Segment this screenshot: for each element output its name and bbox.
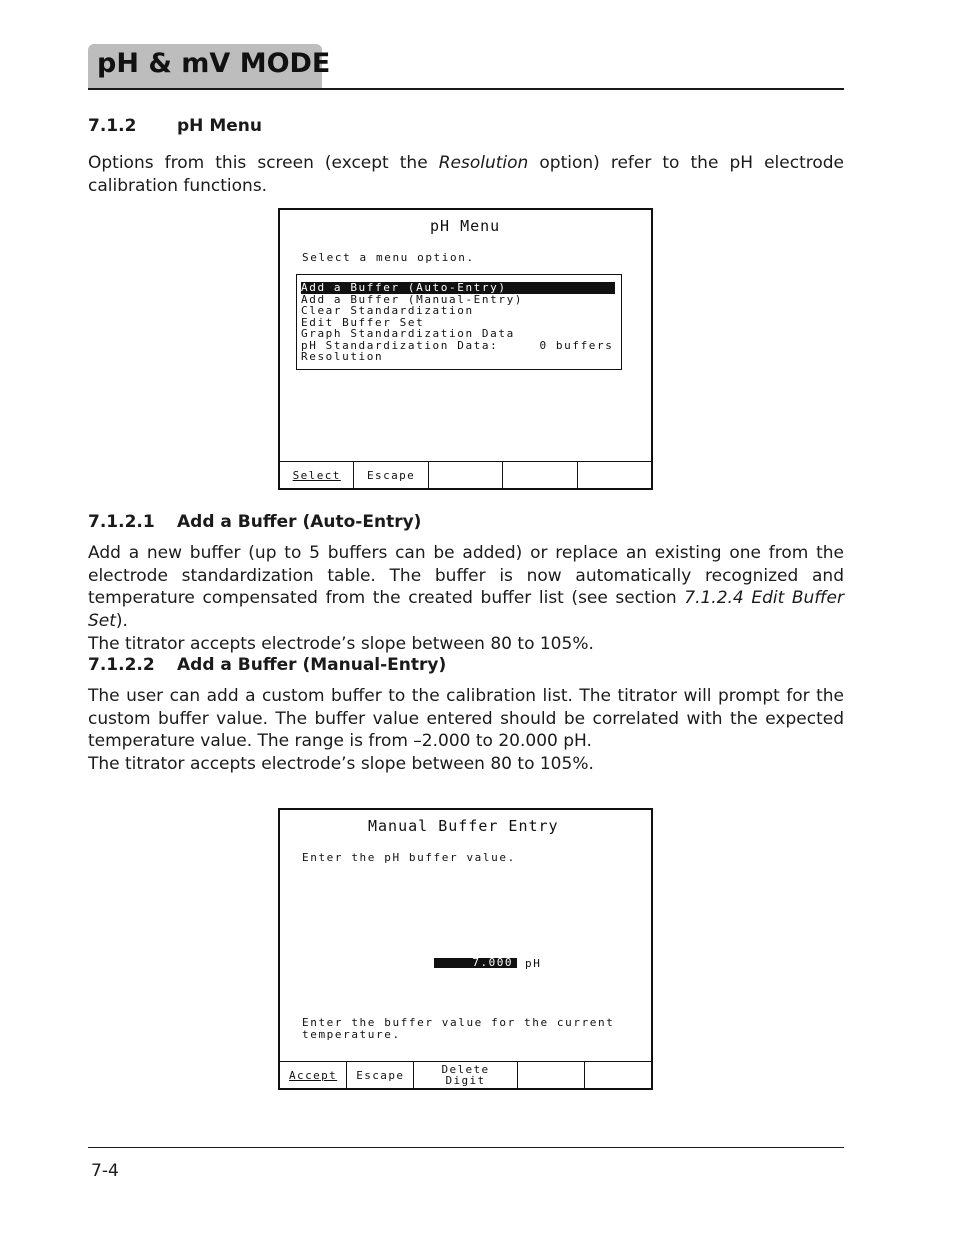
- unit-label: pH: [525, 957, 542, 970]
- section-number: 7.1.2.1: [88, 512, 155, 532]
- screen-title: Manual Buffer Entry: [368, 817, 559, 835]
- section-number: 7.1.2.2: [88, 655, 155, 675]
- menu-item-clear-standardization[interactable]: Clear Standardization: [301, 304, 474, 317]
- hint-line-2: temperature.: [302, 1028, 401, 1041]
- softkey-4[interactable]: [518, 1062, 585, 1088]
- section-title: pH Menu: [177, 116, 262, 136]
- section-paragraph: Options from this screen (except the Resolution option) refer to the pH electrode calibration functions.: [88, 153, 845, 196]
- section-paragraph: Add a new buffer (up to 5 buffers can be added) or replace an existing one from the electrode standardization table. The buffer is now automatically recognized and temperature compensated from the created buffer list (see section 7.1.2.4 Edit Buffer Set). The titrator accepts electrode’s slope between 80 to 105%.: [88, 543, 845, 654]
- screen-prompt: Select a menu option.: [302, 251, 475, 264]
- menu-item-add-buffer-auto[interactable]: Add a Buffer (Auto-Entry): [301, 282, 615, 294]
- select-softkey[interactable]: Select: [280, 462, 354, 488]
- softkey-bar: [280, 1061, 651, 1088]
- menu-item-edit-buffer-set[interactable]: Edit Buffer Set: [301, 315, 425, 329]
- softkey-5[interactable]: [585, 1062, 651, 1088]
- screen-title: pH Menu: [430, 217, 501, 235]
- menu-item-resolution[interactable]: Resolution: [301, 350, 384, 363]
- menu-item-add-buffer-manual[interactable]: Add a Buffer (Manual-Entry): [301, 292, 524, 306]
- delete-digit-softkey[interactable]: Delete Digit: [414, 1062, 517, 1088]
- menu-item-standardization-data[interactable]: pH Standardization Data: 0 buffers: [301, 338, 614, 352]
- accept-softkey[interactable]: Accept: [280, 1062, 347, 1088]
- softkey-5[interactable]: [578, 462, 651, 488]
- menu-item-graph-standardization[interactable]: Graph Standardization Data: [301, 327, 515, 340]
- escape-softkey[interactable]: Escape: [354, 462, 428, 488]
- section-number: 7.1.2: [88, 116, 137, 136]
- mode-title: pH & mV MODE: [97, 48, 331, 79]
- page-number: 7-4: [91, 1161, 119, 1181]
- ph-menu-screen: [278, 208, 653, 490]
- screen-prompt: Enter the pH buffer value.: [302, 851, 516, 864]
- section-title: Add a Buffer (Manual-Entry): [177, 655, 447, 675]
- footer-rule: [88, 1147, 844, 1148]
- softkey-bar: [280, 461, 651, 488]
- manual-buffer-entry-screen: [278, 808, 653, 1090]
- menu-list: [296, 274, 622, 370]
- escape-softkey[interactable]: Escape: [347, 1062, 414, 1088]
- section-paragraph: The user can add a custom buffer to the calibration list. The titrator will prompt for the custom buffer value. The buffer value entered should be correlated with the expected temperature value. The range is from –2.000 to 20.000 pH. The titrator accepts electrode’s slope between 80 to 105%.: [88, 686, 844, 775]
- buffer-value-input[interactable]: 7.000: [434, 958, 517, 968]
- header-rule: [88, 88, 844, 90]
- hint-line-1: Enter the buffer value for the current: [302, 1016, 615, 1029]
- softkey-3[interactable]: [429, 462, 503, 488]
- section-title: Add a Buffer (Auto-Entry): [177, 512, 422, 532]
- softkey-4[interactable]: [503, 462, 577, 488]
